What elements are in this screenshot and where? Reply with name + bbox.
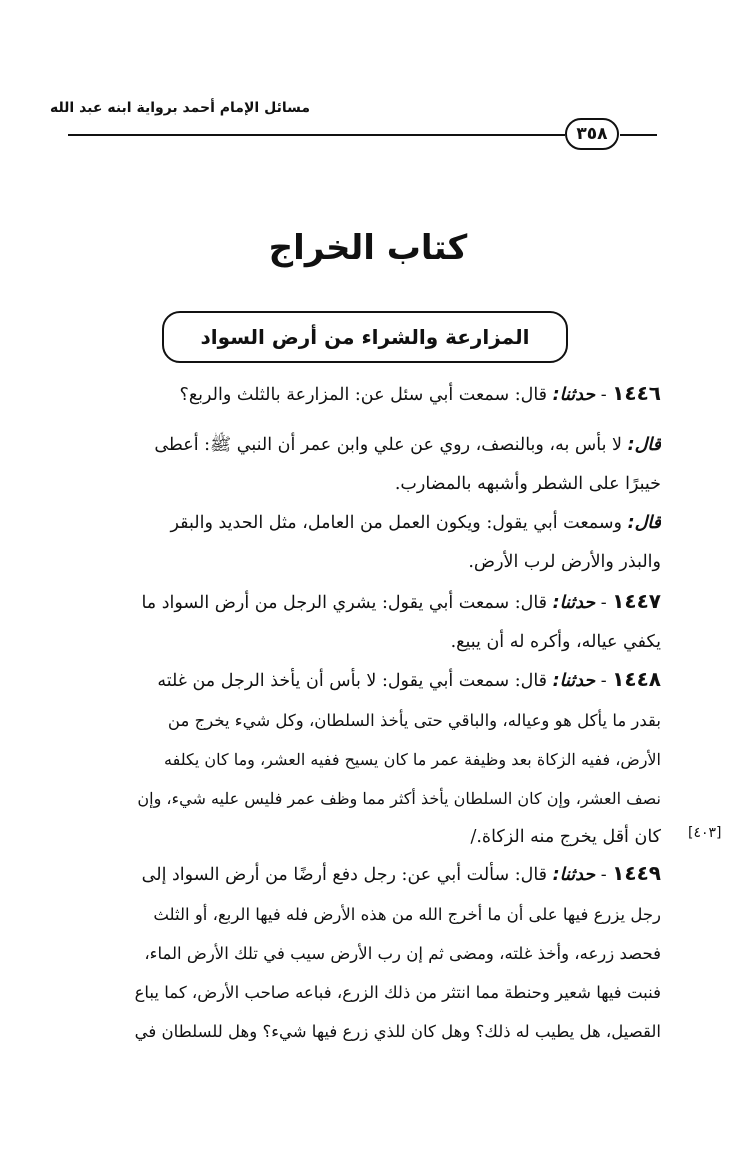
paragraph-1449 [68, 854, 661, 1051]
line-text: قال: سمعت أبي يقول: يشري الرجل من أرض السواد ما [141, 593, 548, 613]
header-rule-left [68, 134, 565, 136]
text-line: ١٤٤٦ - حدثنا: قال: سمعت أبي سئل عن: المزارعة بالثلث والربع؟ [179, 381, 661, 405]
text-line: خيبرًا على الشطر وأشبهه بالمضارب. [394, 474, 661, 494]
book-title: كتاب الخراج [268, 228, 468, 268]
text-line: القصيل، هل يطيب له ذلك؟ وهل كان للذي زرع فيها شيء؟ وهل للسلطان في [134, 1022, 661, 1041]
chapter-title: المزارعة والشراء من أرض السواد [200, 325, 530, 349]
paragraph-qala-1 [68, 426, 661, 504]
narration-lead: قال: [627, 513, 661, 533]
hadith-number: ١٤٤٨ [612, 667, 661, 691]
hadith-number: ١٤٤٩ [612, 861, 661, 885]
hadith-number: ١٤٤٧ [612, 589, 661, 613]
narration-lead: حدثنا: [552, 865, 596, 885]
text-line: نصف العشر، وإن كان السلطان يأخذ أكثر مما وظف عمر فليس عليه شيء، وإن [137, 789, 661, 808]
running-header-title: مسائل الإمام أحمد برواية ابنه عبد الله [49, 100, 310, 116]
chapter-title-box [162, 311, 568, 363]
narration-lead: حدثنا: [552, 593, 596, 613]
text-line: بقدر ما يأكل هو وعياله، والباقي حتى يأخذ السلطان، وكل شيء يخرج من [167, 711, 661, 730]
line-text: قال: سمعت أبي يقول: لا بأس أن يأخذ الرجل من غلته [157, 671, 548, 691]
line-text: قال: سألت أبي عن: رجل دفع أرضًا من أرض السواد إلى [141, 865, 548, 885]
text-line [68, 504, 661, 543]
narration-lead: حدثنا: [552, 671, 596, 691]
paragraph-1448 [68, 660, 661, 857]
line-text: لا بأس به، وبالنصف، روي عن علي وابن عمر أن النبي ﷺ: أعطى [154, 435, 622, 455]
text-line: فنبت فيها شعير وحنطة مما انتثر من ذلك الزرع، فباعه صاحب الأرض، كما يباع [134, 983, 661, 1002]
text-line: رجل يزرع فيها على أن ما أخرج الله من هذه الأرض فله فيها الربع، أو الثلث [153, 905, 661, 924]
page-number: ٣٥٨ [565, 118, 619, 150]
text-line: فحصد زرعه، وأخذ غلته، ومضى ثم إن رب الأرض سيب في تلك الأرض الماء، [144, 944, 661, 963]
narration-lead: قال: [627, 435, 661, 455]
paragraph-1447 [68, 582, 661, 662]
hadith-number: ١٤٤٦ [612, 381, 661, 405]
margin-page-reference: [٤٠٣] [688, 825, 722, 841]
text-line: الأرض، ففيه الزكاة بعد وظيفة عمر ما كان يسيح ففيه العشر، وما كان يكلفه [164, 750, 661, 769]
paragraph-1446 [68, 374, 661, 415]
text-line: ١٤٤٩ - حدثنا: قال: سألت أبي عن: رجل دفع أرضًا من أرض السواد إلى [141, 861, 661, 885]
text-line: كان أقل يخرج منه الزكاة./ [470, 827, 661, 847]
text-line [68, 426, 661, 465]
text-line: ١٤٤٧ - حدثنا: قال: سمعت أبي يقول: يشري الرجل من أرض السواد ما [141, 589, 661, 613]
line-text: وسمعت أبي يقول: ويكون العمل من العامل، مثل الحديد والبقر [170, 513, 622, 533]
line-text: قال: سمعت أبي سئل عن: المزارعة بالثلث والربع؟ [179, 385, 548, 405]
narration-lead: حدثنا: [552, 385, 596, 405]
paragraph-qala-2 [68, 504, 661, 582]
text-line: يكفي عياله، وأكره له أن يبيع. [450, 632, 661, 652]
text-line: ١٤٤٨ - حدثنا: قال: سمعت أبي يقول: لا بأس أن يأخذ الرجل من غلته [157, 667, 661, 691]
text-line: والبذر والأرض لرب الأرض. [468, 552, 661, 572]
header-rule-right [620, 134, 657, 136]
